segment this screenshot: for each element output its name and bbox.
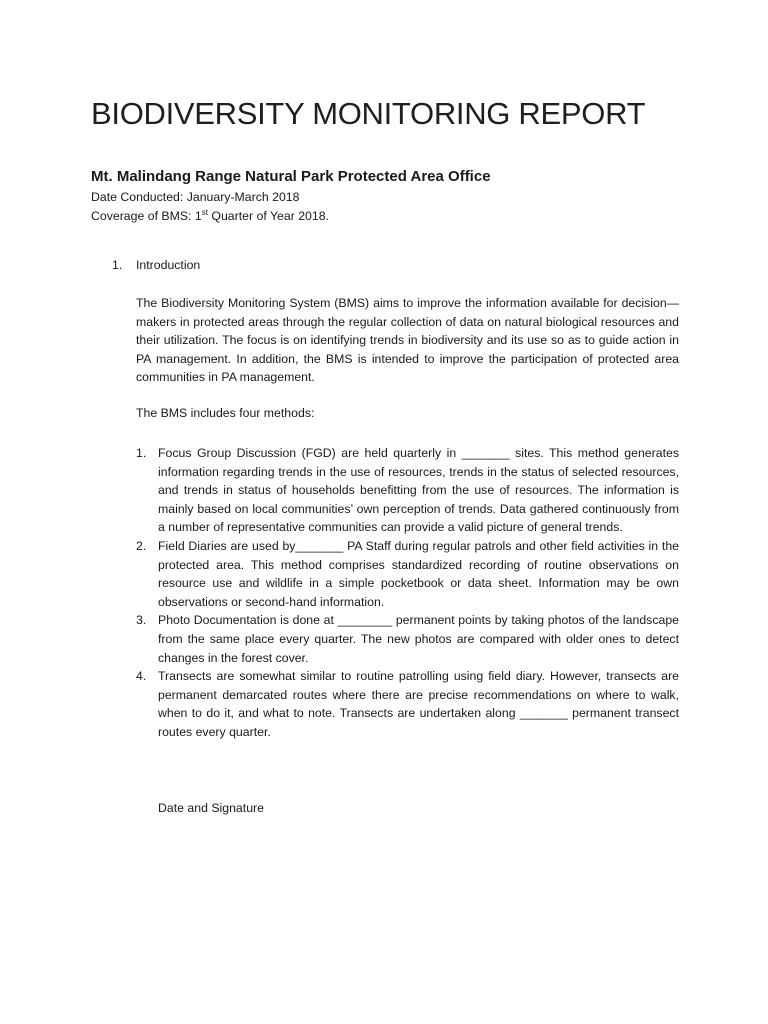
list-item-text: Field Diaries are used by_______ PA Staff during regular patrols and other field activities in the protected area. This method comprises standardized recording of routine observations on resource use and wildlife in a simple pocketbook or data sheet. Information may be own observations or second-hand information. bbox=[158, 538, 679, 609]
list-item-text: Transects are somewhat similar to routine patrolling using field diary. However, transects are permanent demarcated routes where there are precise recommendations on where to walk, when to do it, and what to note. Transects are undertaken along _______ permanent transect routes every quarter. bbox=[158, 669, 679, 739]
list-item bbox=[136, 667, 679, 741]
signature-label: Date and Signature bbox=[158, 801, 264, 815]
list-item bbox=[136, 611, 679, 667]
report-title: BIODIVERSITY MONITORING REPORT bbox=[91, 96, 646, 131]
section-title: Introduction bbox=[136, 258, 201, 272]
coverage-ordinal: st bbox=[201, 207, 208, 217]
date-conducted: Date Conducted: January-March 2018 bbox=[91, 190, 300, 204]
list-item-text: Focus Group Discussion (FGD) are held quarterly in _______ sites. This method generates information regarding trends in the use of resources, trends in the status of selected resources, and trends in status of households benefitting from the use of resources. The information is mainly based on local communities’ own perception of trends. Data gathered continuously from a number of representative communities can provide a valid picture of general trends. bbox=[158, 446, 679, 535]
office-name: Mt. Malindang Range Natural Park Protected Area Office bbox=[91, 168, 491, 185]
coverage-prefix: Coverage of BMS: 1 bbox=[91, 209, 202, 223]
methods-list bbox=[136, 444, 679, 742]
list-item-number: 2. bbox=[136, 538, 147, 553]
section-number: 1. bbox=[112, 258, 123, 272]
list-item-number: 3. bbox=[136, 613, 147, 628]
list-item bbox=[136, 444, 679, 537]
list-item bbox=[136, 537, 679, 611]
coverage-line bbox=[91, 209, 329, 223]
intro-paragraph: The Biodiversity Monitoring System (BMS) aims to improve the information available for decision—makers in protected areas through the regular collection of data on natural biological resources and their utilization. The focus is on identifying trends in biodiversity and its use so as to guide action in PA management. In addition, the BMS is intended to improve the participation of protected area communities in PA management. bbox=[136, 296, 679, 385]
methods-intro: The BMS includes four methods: bbox=[136, 406, 315, 420]
list-item-number: 1. bbox=[136, 446, 147, 460]
coverage-suffix: Quarter of Year 2018. bbox=[207, 209, 329, 223]
list-item-number: 4. bbox=[136, 669, 147, 684]
list-item-text: Photo Documentation is done at ________ permanent points by taking photos of the landscape from the same place every quarter. The new photos are compared with older ones to detect changes in the forest cover. bbox=[158, 613, 679, 665]
